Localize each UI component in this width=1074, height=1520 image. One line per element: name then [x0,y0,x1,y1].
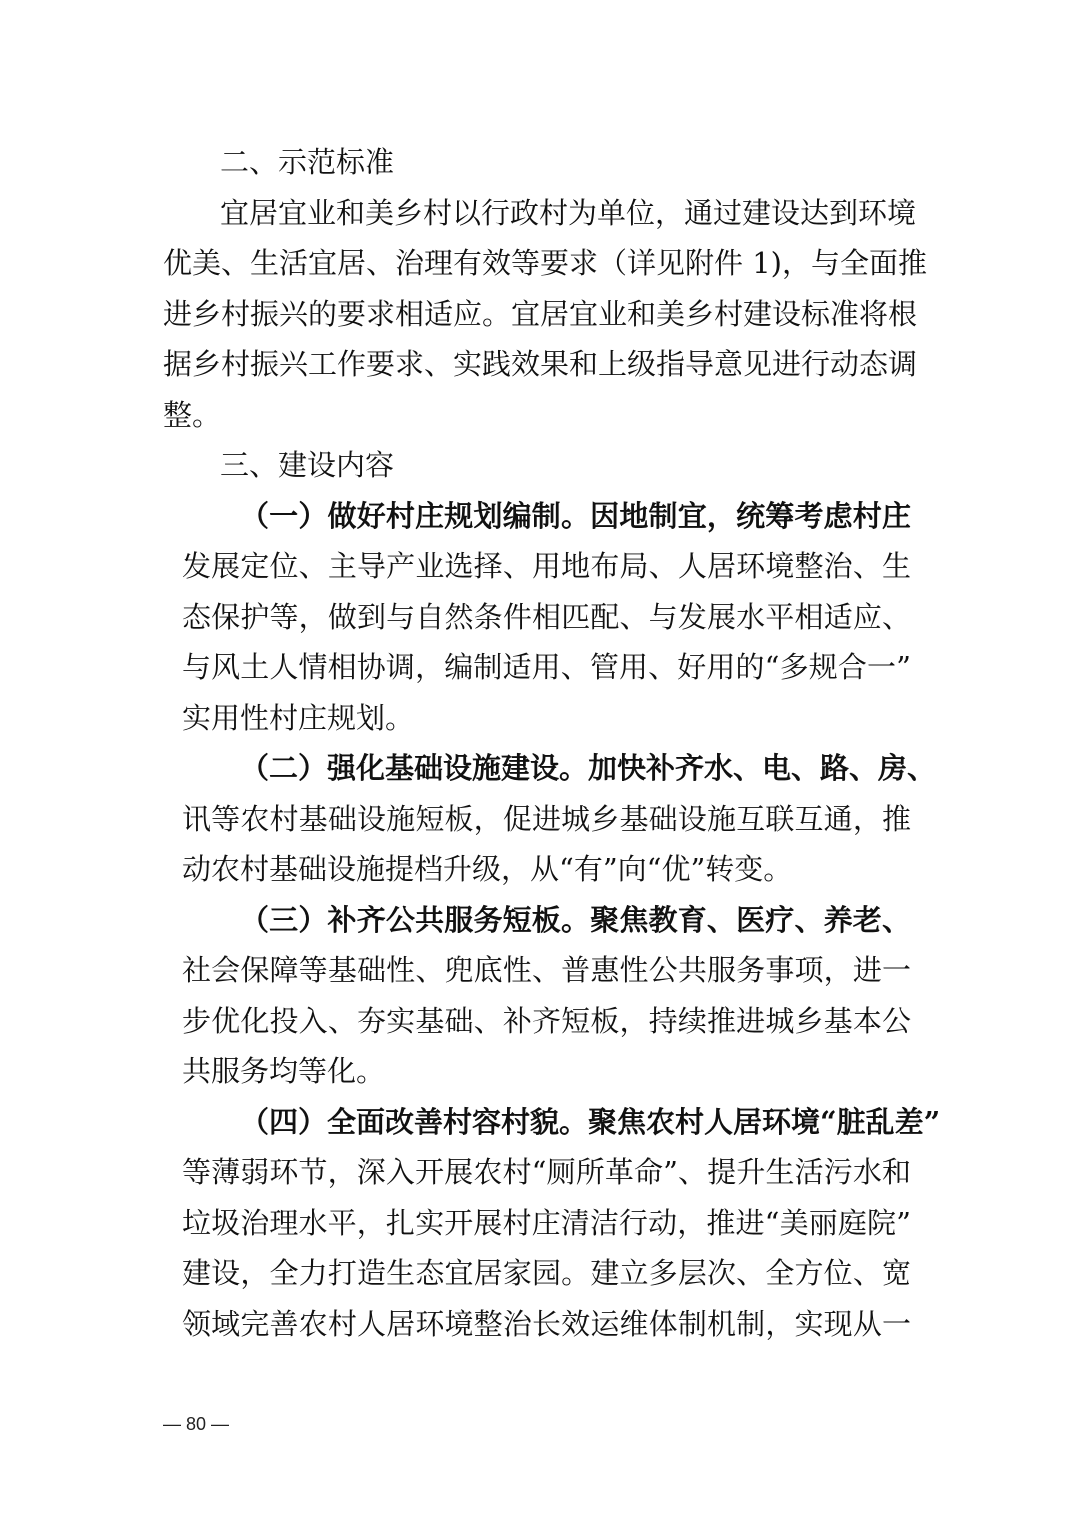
paragraph-line: 进乡村振兴的要求相适应。宜居宜业和美乡村建设标准将根 [163,297,918,331]
page-number: — 80 — [163,1414,230,1434]
item-3-line: （三）补齐公共服务短板。聚焦教育、医疗、养老、 [240,903,911,937]
item-4-line: 垃圾治理水平，扎实开展村庄清洁行动，推进“美丽庭院” [182,1206,911,1240]
section-heading-3: 三、建设内容 [220,448,395,482]
item-2-line: （二）强化基础设施建设。加快补齐水、电、路、房、 [240,751,937,785]
paragraph-line: 宜居宜业和美乡村以行政村为单位，通过建设达到环境 [220,196,917,230]
item-2-line: 动农村基础设施提档升级，从“有”向“优”转变。 [182,852,793,886]
item-1-line: 实用性村庄规划。 [182,701,415,735]
item-4-line: 领域完善农村人居环境整治长效运维体制机制，实现从一 [182,1307,911,1341]
item-2-line: 讯等农村基础设施短板，促进城乡基础设施互联互通，推 [182,802,911,836]
item-4-line: 建设，全力打造生态宜居家园。建立多层次、全方位、宽 [182,1256,911,1290]
item-1-line: （一）做好村庄规划编制。因地制宜，统筹考虑村庄 [240,499,911,533]
section-heading-2: 二、示范标准 [220,145,395,179]
paragraph-line: 优美、生活宜居、治理有效等要求（详见附件 1)，与全面推 [163,246,927,280]
item-4-line: 等薄弱环节，深入开展农村“厕所革命”、提升生活污水和 [182,1155,911,1189]
item-3-line: 共服务均等化。 [182,1054,386,1088]
item-3-line: 步优化投入、夯实基础、补齐短板，持续推进城乡基本公 [182,1004,911,1038]
item-1-line: 与风土人情相协调，编制适用、管用、好用的“多规合一” [182,650,911,684]
item-3-line: 社会保障等基础性、兜底性、普惠性公共服务事项，进一 [182,953,911,987]
item-1-line: 发展定位、主导产业选择、用地布局、人居环境整治、生 [182,549,911,583]
item-1-line: 态保护等，做到与自然条件相匹配、与发展水平相适应、 [182,600,911,634]
item-4-line: （四）全面改善村容村貌。聚焦农村人居环境“脏乱差” [240,1105,941,1139]
paragraph-line: 整。 [163,398,222,432]
paragraph-line: 据乡村振兴工作要求、实践效果和上级指导意见进行动态调 [163,347,918,381]
